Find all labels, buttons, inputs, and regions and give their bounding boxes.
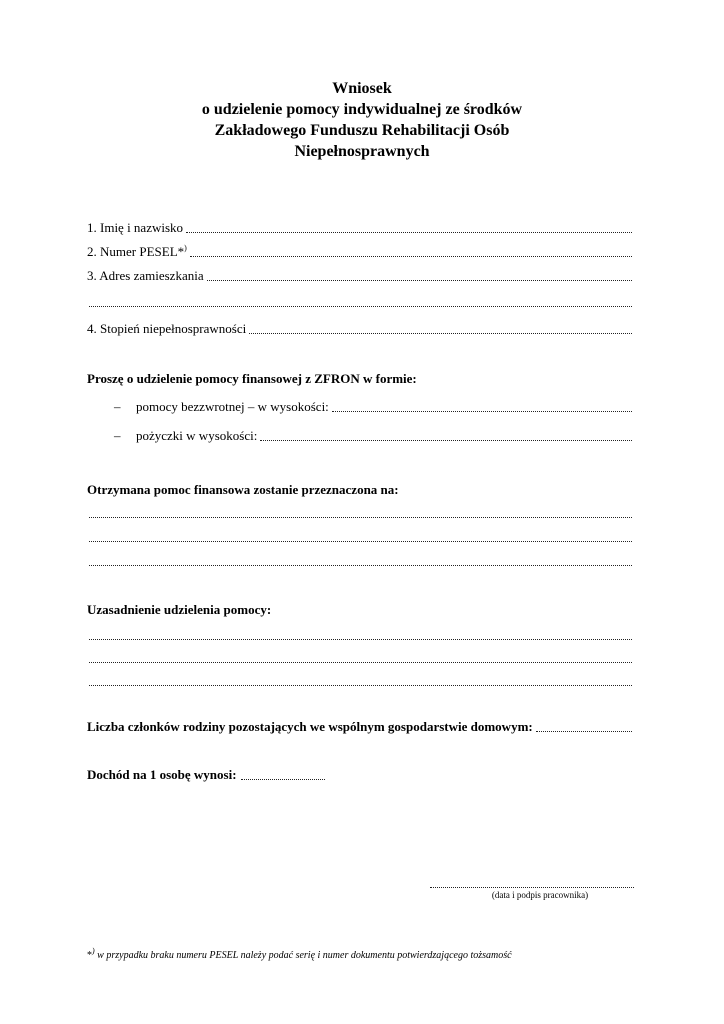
signature-caption: (data i podpis pracownika) [491, 890, 589, 900]
justification-input-line[interactable] [89, 684, 632, 686]
title-line-2: o udzielenie pomocy indywidualnej ze środków [201, 101, 523, 118]
justification-line-3[interactable] [87, 673, 632, 689]
address-field-continued[interactable] [87, 294, 632, 310]
footnote-paren: ) [92, 946, 95, 956]
justification-input-line[interactable] [89, 638, 632, 640]
purpose-input-line[interactable] [89, 540, 632, 542]
footnote-mark: * [87, 950, 92, 961]
purpose-input-line[interactable] [89, 516, 632, 518]
option1-bullet: – [114, 399, 121, 414]
option-nonrefundable-label: pomocy bezzwrotnej – w wysokości: [136, 399, 329, 414]
address-field[interactable] [87, 268, 632, 284]
address-input-line-2[interactable] [89, 305, 632, 307]
footnote-text: w przypadku braku numeru PESEL należy podać serię i numer dokumentu potwierdzającego tożsamość [94, 950, 512, 961]
pesel-field[interactable] [87, 244, 632, 260]
option-nonrefundable[interactable] [136, 399, 632, 415]
nonrefundable-amount-line[interactable] [332, 410, 632, 412]
income-field[interactable] [87, 767, 325, 783]
purpose-input-line[interactable] [89, 564, 632, 566]
address-input-line[interactable] [207, 279, 632, 281]
title-line-1: Wniosek [332, 80, 392, 97]
income-label: Dochód na 1 osobę wynosi: [87, 767, 237, 782]
income-input-line[interactable] [241, 778, 325, 780]
disability-label: 4. Stopień niepełnosprawności [87, 321, 247, 336]
purpose-line-3[interactable] [87, 553, 632, 569]
pesel-input-line[interactable] [190, 255, 632, 257]
name-input-line[interactable] [186, 231, 632, 233]
pesel-footnote-mark: ) [184, 243, 187, 253]
option-loan[interactable] [136, 428, 632, 444]
disability-input-line[interactable] [249, 332, 632, 334]
address-label: 3. Adres zamieszkania [87, 268, 204, 283]
footnote [87, 946, 512, 961]
title-line-3: Zakładowego Funduszu Rehabilitacji Osób [214, 122, 510, 139]
purpose-line-2[interactable] [87, 529, 632, 545]
disability-field[interactable] [87, 321, 632, 337]
justification-heading: Uzasadnienie udzielenia pomocy: [87, 602, 272, 617]
option2-bullet: – [114, 428, 121, 443]
name-label: 1. Imię i nazwisko [87, 220, 184, 235]
purpose-heading: Otrzymana pomoc finansowa zostanie przeznaczona na: [87, 482, 399, 497]
justification-input-line[interactable] [89, 661, 632, 663]
justification-line-2[interactable] [87, 650, 632, 666]
family-members-input-line[interactable] [536, 730, 632, 732]
purpose-line-1[interactable] [87, 505, 632, 521]
name-field[interactable] [87, 220, 632, 236]
form-title [0, 78, 724, 162]
title-line-4: Niepełnosprawnych [294, 143, 430, 160]
signature-line[interactable] [430, 886, 634, 888]
loan-amount-line[interactable] [260, 439, 632, 441]
request-heading: Proszę o udzielenie pomocy finansowej z ZFRON w formie: [87, 371, 417, 386]
family-members-label: Liczba członków rodziny pozostających we wspólnym gospodarstwie domowym: [87, 719, 533, 734]
justification-line-1[interactable] [87, 627, 632, 643]
option-loan-label: pożyczki w wysokości: [136, 428, 258, 443]
family-members-field[interactable] [87, 719, 632, 735]
pesel-label: 2. Numer PESEL*) [87, 243, 187, 259]
